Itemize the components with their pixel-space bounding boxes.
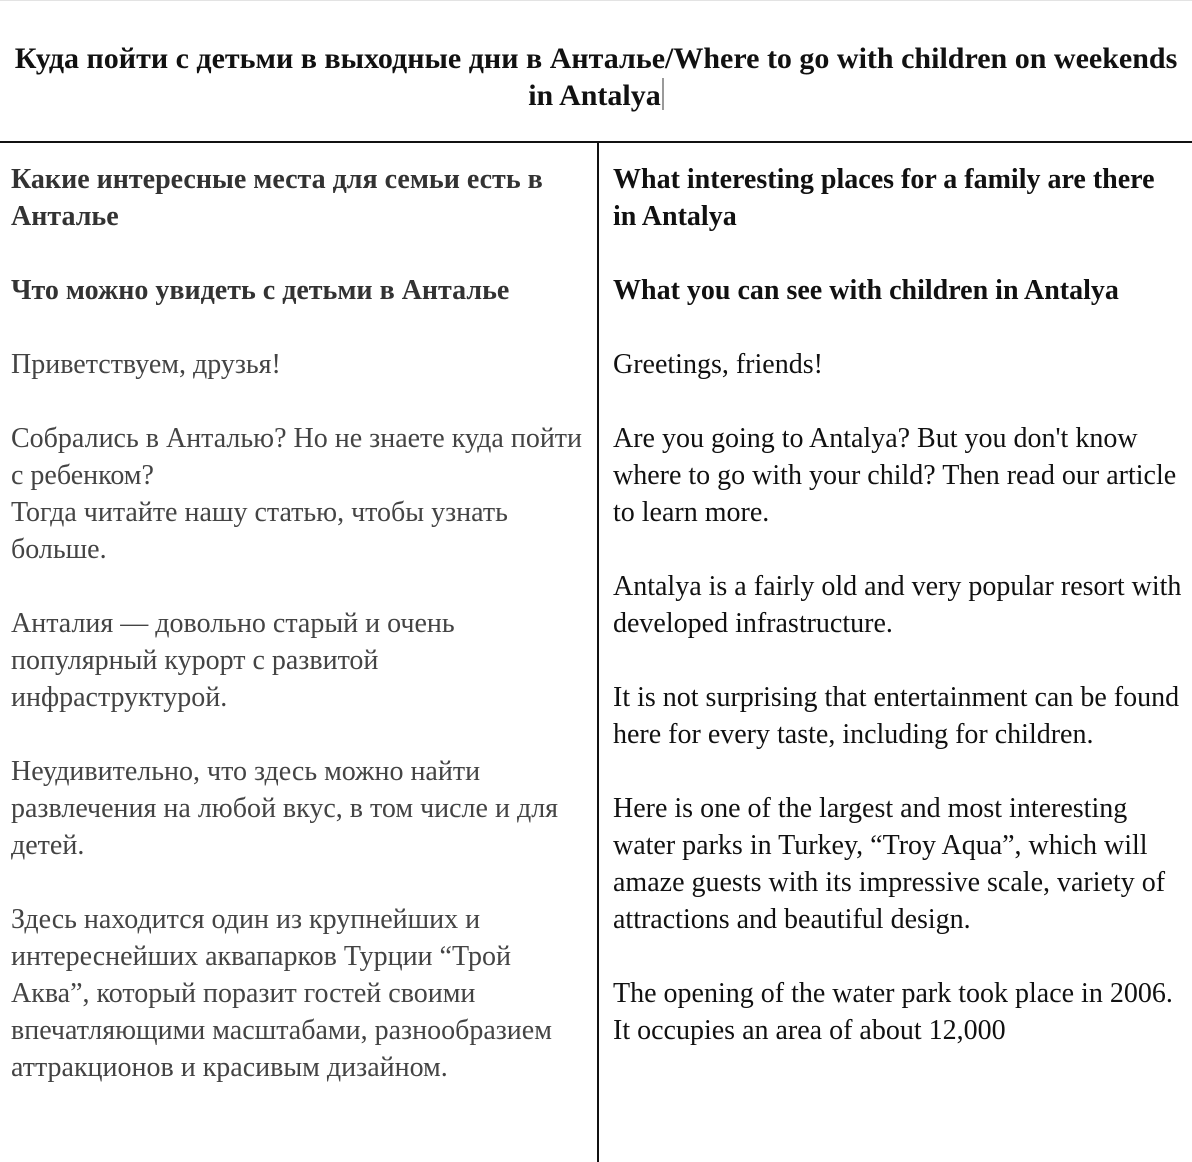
ru-paragraph-entertainment: Неудивительно, что здесь можно найти развлечения на любой вкус, в том числе и для детей. [11, 756, 559, 861]
ru-heading-2: Что можно увидеть с детьми в Анталье [11, 275, 510, 306]
en-greeting: Greetings, friends! [613, 349, 823, 380]
ru-paragraph-question: Собрались в Анталью? Но не знаете куда пойти с ребенком? [11, 423, 583, 491]
ru-heading-1: Какие интересные места для семьи есть в Анталье [11, 164, 543, 232]
ru-paragraph-waterpark: Здесь находится один из крупнейших и интереснейших аквапарков Турции “Трой Аква”, который поразит гостей своими впечатляющими масштабами, разнообразием аттракционов и красивым дизайном. [11, 904, 552, 1083]
en-paragraph-waterpark: Here is one of the largest and most interesting water parks in Turkey, “Troy Aqua”, which will amaze guests with its impressive scale, variety of attractions and beautiful design. [613, 793, 1166, 935]
ru-paragraph-read: Тогда читайте нашу статью, чтобы узнать больше. [11, 497, 508, 565]
text-cursor [662, 78, 664, 110]
english-column[interactable] [613, 161, 1183, 1086]
ru-paragraph-resort: Анталия — довольно старый и очень популярный курорт с развитой инфраструктурой. [11, 608, 455, 713]
en-paragraph-resort: Antalya is a fairly old and very popular resort with developed infrastructure. [613, 571, 1182, 639]
en-paragraph-question: Are you going to Antalya? But you don't know where to go with your child? Then read our article to learn more. [613, 423, 1177, 528]
en-paragraph-entertainment: It is not surprising that entertainment can be found here for every taste, including for children. [613, 682, 1180, 750]
top-border [0, 0, 1192, 1]
column-divider [597, 143, 599, 1162]
document-title-text: Куда пойти с детьми в выходные дни в Анталье/Where to go with children on weekends in Antalya [14, 42, 1178, 112]
en-paragraph-opening: The opening of the water park took place in 2006. It occupies an area of about 12,000 [613, 978, 1173, 1046]
document-title[interactable] [0, 40, 1192, 114]
en-heading-1: What interesting places for a family are there in Antalya [613, 164, 1155, 232]
russian-column[interactable] [11, 161, 591, 1123]
en-heading-2: What you can see with children in Antalya [613, 275, 1119, 306]
translation-table [0, 141, 1192, 1162]
ru-greeting: Приветствуем, друзья! [11, 349, 281, 380]
